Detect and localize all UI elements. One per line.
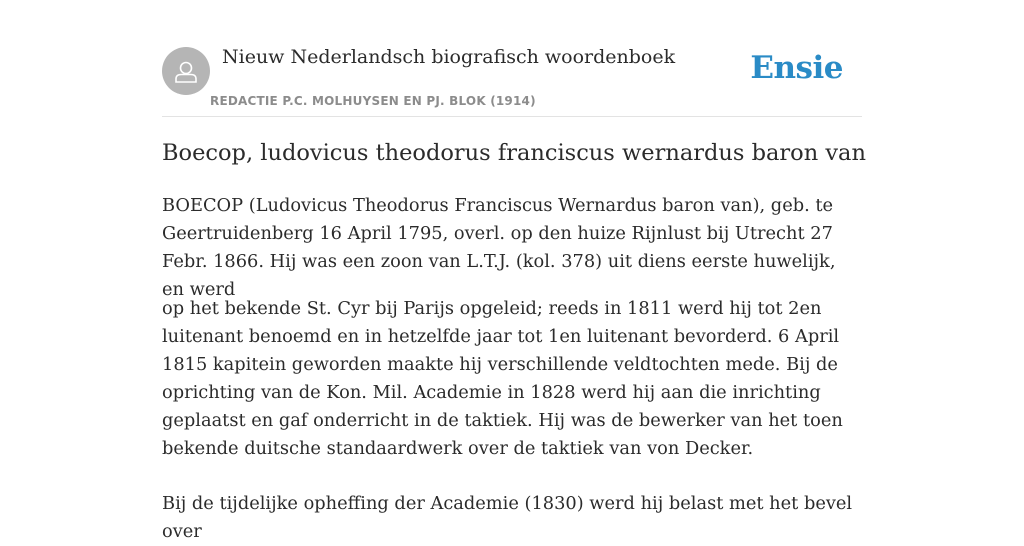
source-header xyxy=(162,0,862,117)
source-title[interactable]: Nieuw Nederlandsch biografisch woordenboek xyxy=(222,46,676,68)
entry-title: Boecop, ludovicus theodorus franciscus wernardus baron van xyxy=(162,140,866,166)
person-outline-icon xyxy=(162,47,210,95)
user-avatar-icon[interactable] xyxy=(162,47,210,95)
source-editor: REDACTIE P.C. MOLHUYSEN EN PJ. BLOK (1914) xyxy=(210,94,536,108)
ensie-logo[interactable]: Ensie xyxy=(750,50,843,86)
article-page xyxy=(162,0,866,542)
entry-paragraph: op het bekende St. Cyr bij Parijs opgeleid; reeds in 1811 werd hij tot 2en luitenant benoemd en in hetzelfde jaar tot 1en luitenant bevorderd. 6 April 1815 kapitein geworden maakte hij verschillende veldtochten mede. Bij de oprichting van de Kon. Mil. Academie in 1828 werd hij aan die inrichting geplaatst en gaf onderricht in de taktiek. Hij was de bewerker van het toen bekende duitsche standaardwerk over de taktiek van von Decker. xyxy=(162,298,843,459)
entry-paragraph: Bij de tijdelijke opheffing der Academie (1830) werd hij belast met het bevel over xyxy=(162,493,853,542)
entry-paragraph: BOECOP (Ludovicus Theodorus Franciscus Wernardus baron van), geb. te Geertruidenberg 16 April 1795, overl. op den huize Rijnlust bij Utrecht 27 Febr. 1866. Hij was een zoon van L.T.J. (kol. 378) uit diens eerste huwelijk, en werd xyxy=(162,195,836,300)
